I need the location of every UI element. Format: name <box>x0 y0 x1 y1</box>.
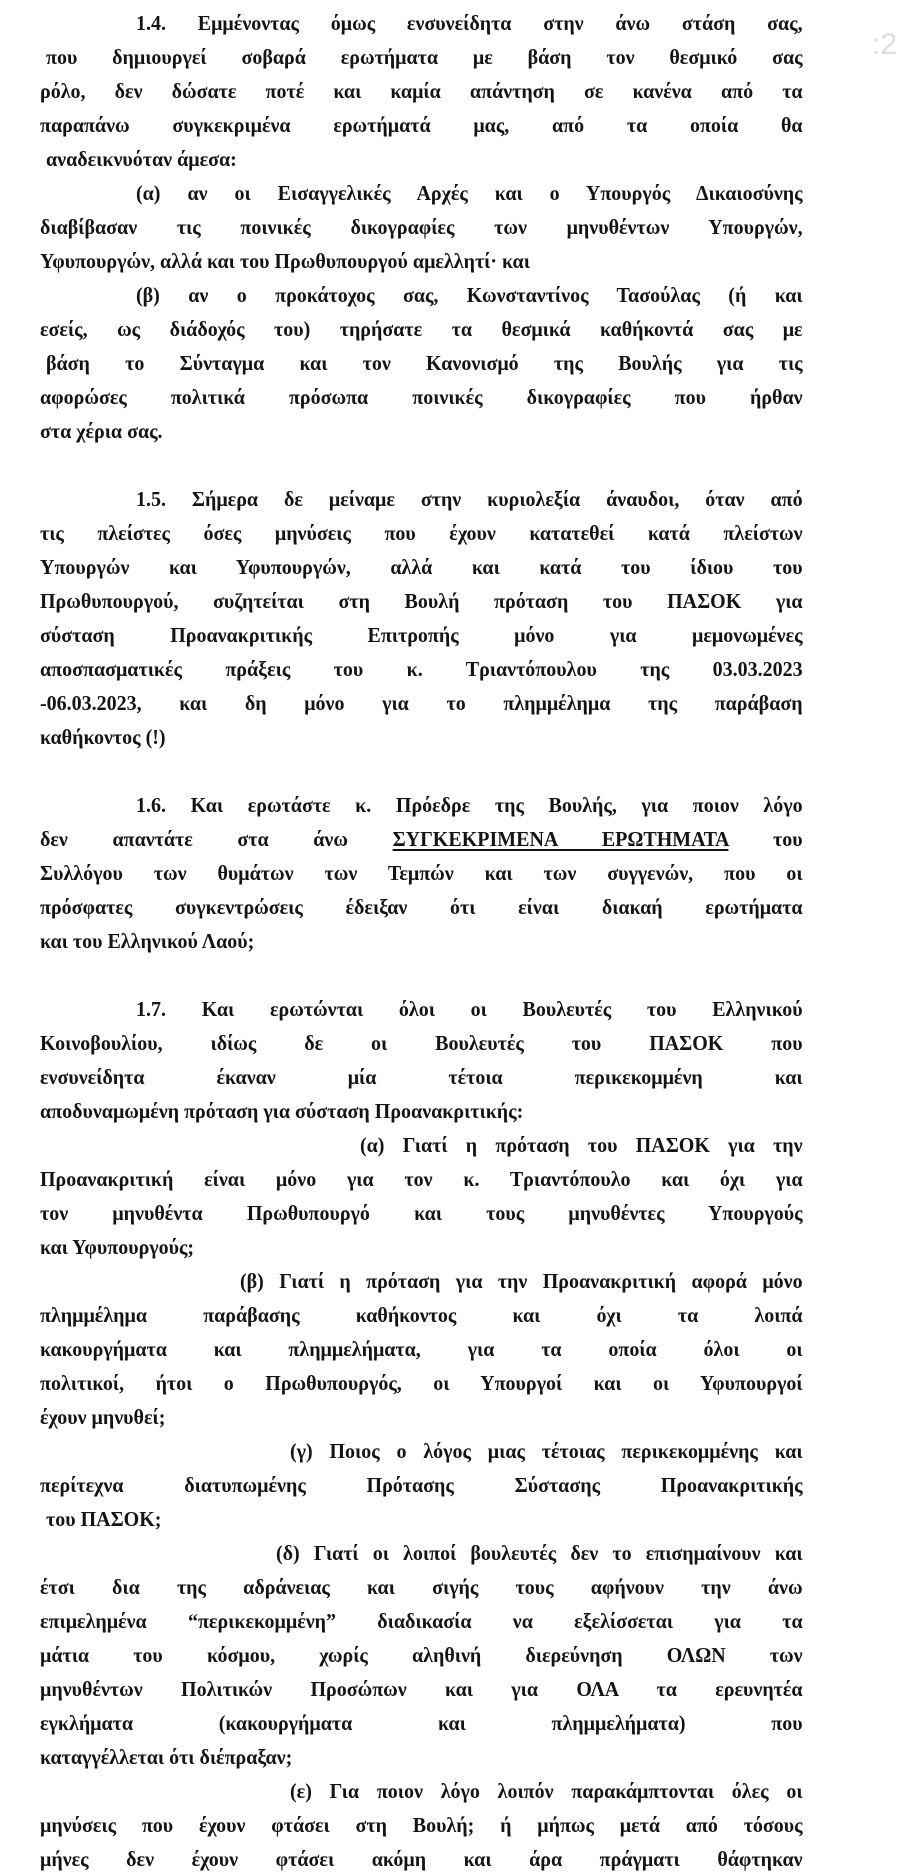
text-line: δεν απαντάτε στα άνω ΣΥΓΚΕΚΡΙΜΕΝΑ ΕΡΩΤΗΜΑΤΑ του <box>40 827 803 851</box>
text-line: μάτια του κόσμου, χωρίς αληθινή διερεύνηση ΟΛΩΝ των <box>40 1643 803 1667</box>
text-line: του ΠΑΣΟΚ; <box>45 1507 162 1531</box>
text-line: στα χέρια σας. <box>40 419 163 443</box>
text-line: Υφυπουργών, αλλά και του Πρωθυπουργού αμελλητί· και <box>40 249 530 273</box>
paragraph-gap <box>40 448 803 482</box>
text-line: ενσυνείδητα έκαναν μία τέτοια περικεκομμένη και <box>40 1065 803 1089</box>
text-line: Υπουργών και Υφυπουργών, αλλά και κατά του ίδιου του <box>40 555 803 579</box>
text-line: έτσι δια της αδράνειας και σιγής τους αφήνουν την άνω <box>40 1575 803 1599</box>
margin-page-mark: :2 <box>872 28 898 61</box>
text-line: 1.7. Και ερωτώνται όλοι οι Βουλευτές του Ελληνικού <box>135 997 803 1021</box>
text-line: Πρωθυπουργού, συζητείται στη Βουλή πρόταση του ΠΑΣΟΚ για <box>40 589 803 613</box>
text-line: ρόλο, δεν δώσατε ποτέ και καμία απάντηση σε κανένα από τα <box>40 79 803 103</box>
text-line: κακουργήματα και πλημμελήματα, για τα οποία όλοι οι <box>40 1337 803 1361</box>
text-line: εσείς, ως διάδοχός του) τηρήσατε τα θεσμικά καθήκοντά σας με <box>40 317 803 341</box>
section-1-4 <box>40 6 803 448</box>
text-line: (β) αν ο προκάτοχος σας, Κωνσταντίνος Τασούλας (ή και <box>135 283 803 307</box>
paragraph-gap <box>40 754 803 788</box>
text-line: πολιτικοί, ήτοι ο Πρωθυπουργός, οι Υπουργοί και οι Υφυπουργοί <box>40 1371 803 1395</box>
text-line: Προανακριτική είναι μόνο για τον κ. Τριαντόπουλο και όχι για <box>40 1167 803 1191</box>
text-line: εγκλήματα (κακουργήματα και πλημμελήματα) που <box>40 1711 803 1735</box>
text-line: πρόσφατες συγκεντρώσεις έδειξαν ότι είναι διακαή ερωτήματα <box>40 895 803 919</box>
section-1-6 <box>40 788 803 958</box>
text-line: (α) Γιατί η πρόταση του ΠΑΣΟΚ για την <box>359 1133 803 1157</box>
text-line: περίτεχνα διατυπωμένης Πρότασης Σύστασης Προανακριτικής <box>40 1473 803 1497</box>
text-line: επιμελημένα “περικεκομμένη” διαδικασία να εξελίσσεται για τα <box>40 1609 803 1633</box>
section-1-7 <box>40 992 803 1876</box>
section-1-5 <box>40 482 803 754</box>
text-line: και του Ελληνικού Λαού; <box>40 929 255 953</box>
text-line: παραπάνω συγκεκριμένα ερωτήματά μας, από τα οποία θα <box>40 113 803 137</box>
underlined-emphasis: ΣΥΓΚΕΚΡΙΜΕΝΑ ΕΡΩΤΗΜΑΤΑ <box>392 827 729 851</box>
text-line: (δ) Γιατί οι λοιποί βουλευτές δεν το επισημαίνουν και <box>275 1541 803 1565</box>
text-line: αναδεικνυόταν άμεσα: <box>45 147 237 171</box>
text-line: μηνυθέντων Πολιτικών Προσώπων και για ΟΛΑ τα ερευνητέα <box>40 1677 803 1701</box>
document-page <box>40 6 803 1876</box>
text-line: που δημιουργεί σοβαρά ερωτήματα με βάση τον θεσμικό σας <box>45 45 803 69</box>
text-line: πλημμέλημα παράβασης καθήκοντος και όχι τα λοιπά <box>40 1303 803 1327</box>
text-line: αφορώσες πολιτικά πρόσωπα ποινικές δικογραφίες που ήρθαν <box>40 385 803 409</box>
text-line: αποδυναμωμένη πρόταση για σύσταση Προανακριτικής: <box>40 1099 524 1123</box>
text-line: τις πλείστες όσες μηνύσεις που έχουν κατατεθεί κατά πλείστων <box>40 521 803 545</box>
text-line: 1.5. Σήμερα δε μείναμε στην κυριολεξία άναυδοι, όταν από <box>135 487 803 511</box>
text-line: έχουν μηνυθεί; <box>40 1405 166 1429</box>
text-line: -06.03.2023, και δη μόνο για το πλημμέλημα της παράβαση <box>40 691 803 715</box>
text-line: καθήκοντος (!) <box>40 725 166 749</box>
text-line: καταγγέλλεται ότι διέπραξαν; <box>40 1745 293 1769</box>
text-line: αποσπασματικές πράξεις του κ. Τριαντόπουλου της 03.03.2023 <box>40 657 803 681</box>
text-line: 1.6. Και ερωτάστε κ. Πρόεδρε της Βουλής, για ποιον λόγο <box>135 793 803 817</box>
text-line: τον μηνυθέντα Πρωθυπουργό και τους μηνυθέντες Υπουργούς <box>40 1201 803 1225</box>
text-line: βάση το Σύνταγμα και τον Κανονισμό της Βουλής για τις <box>45 351 803 375</box>
paragraph-gap <box>40 958 803 992</box>
text-line: και Υφυπουργούς; <box>40 1235 195 1259</box>
text-line: Κοινοβουλίου, ιδίως δε οι Βουλευτές του ΠΑΣΟΚ που <box>40 1031 803 1055</box>
text-line: (ε) Για ποιον λόγο λοιπόν παρακάμπτονται όλες οι <box>289 1779 803 1803</box>
text-line: 1.4. Εμμένοντας όμως ενσυνείδητα στην άνω στάση σας, <box>135 11 803 35</box>
text-line: μήνες δεν έχουν φτάσει ακόμη και άρα πράγματι θάφτηκαν <box>40 1847 803 1871</box>
text-line: σύσταση Προανακριτικής Επιτροπής μόνο για μεμονωμένες <box>40 623 803 647</box>
text-line: (α) αν οι Εισαγγελικές Αρχές και ο Υπουργός Δικαιοσύνης <box>135 181 803 205</box>
text-line: Συλλόγου των θυμάτων των Τεμπών και των συγγενών, που οι <box>40 861 803 885</box>
text-line: (β) Γιατί η πρόταση για την Προανακριτική αφορά μόνο <box>239 1269 803 1293</box>
text-line: μηνύσεις που έχουν φτάσει στη Βουλή; ή μήπως μετά από τόσους <box>40 1813 803 1837</box>
text-line: διαβίβασαν τις ποινικές δικογραφίες των μηνυθέντων Υπουργών, <box>40 215 803 239</box>
text-line: (γ) Ποιος ο λόγος μιας τέτοιας περικεκομμένης και <box>289 1439 803 1463</box>
